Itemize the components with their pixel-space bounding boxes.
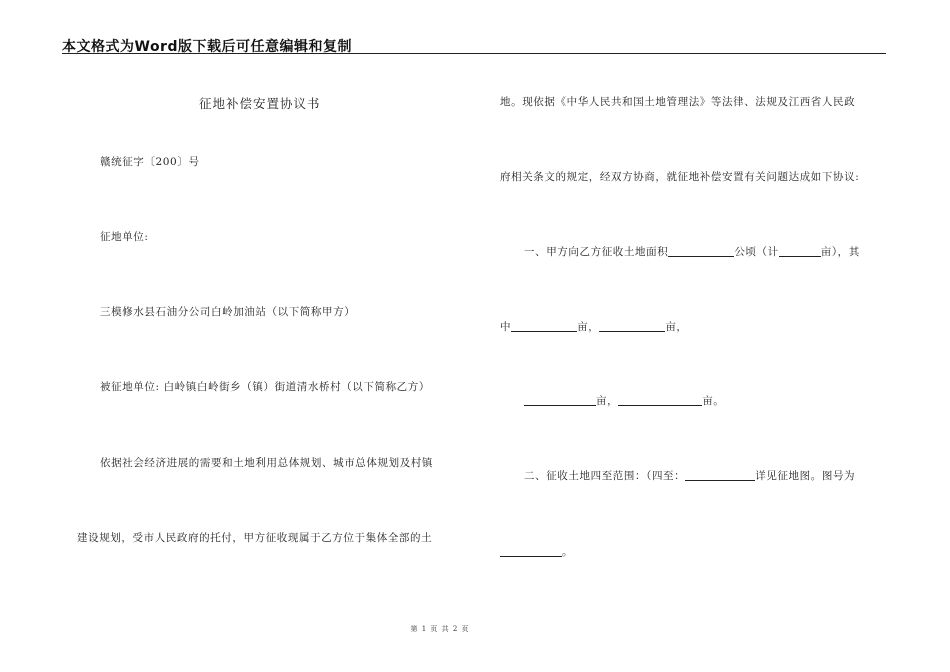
clause-text: 亩， bbox=[577, 321, 600, 333]
page-number: 第 1 页 共 2 页 bbox=[410, 625, 470, 633]
clause-text: 亩， bbox=[596, 395, 619, 407]
fill-in-blank[interactable] bbox=[685, 469, 755, 481]
clause-2-line bbox=[524, 468, 855, 483]
paragraph-line: 依据社会经济进展的需要和土地利用总体规划、城市总体规划及村镇 bbox=[100, 457, 433, 469]
fill-in-blank[interactable] bbox=[511, 320, 577, 332]
clause-1-line bbox=[524, 393, 724, 408]
clause-text: 。 bbox=[562, 546, 574, 558]
expropriating-unit-label: 征地单位: bbox=[100, 231, 149, 243]
clause-text: 亩， bbox=[665, 321, 688, 333]
clause-text: 中 bbox=[500, 321, 512, 333]
clause-2-line bbox=[500, 544, 573, 559]
fill-in-blank[interactable] bbox=[599, 320, 665, 332]
clause-text: 亩。 bbox=[702, 395, 725, 407]
party-b-text: 被征地单位: 白岭镇白岭街乡（镇）街道清水桥村（以下简称乙方） bbox=[100, 381, 430, 393]
paragraph-line: 地。现依据《中华人民共和国土地管理法》等法律、法规及江西省人民政 bbox=[500, 96, 856, 108]
page-header: 本文格式为Word版下载后可任意编辑和复制 bbox=[62, 39, 352, 55]
fill-in-blank[interactable] bbox=[668, 245, 734, 257]
fill-in-blank[interactable] bbox=[779, 245, 821, 257]
clause-1-line bbox=[500, 319, 688, 334]
fill-in-blank[interactable] bbox=[524, 394, 596, 406]
clause-text: 公顷（计 bbox=[734, 246, 779, 258]
paragraph-line: 建设规划，受市人民政府的托付，甲方征收现属于乙方位于集体全部的土 bbox=[77, 532, 433, 544]
header-divider bbox=[62, 53, 886, 54]
party-a-text: 三模修水县石油分公司白岭加油站（以下简称甲方） bbox=[100, 306, 356, 318]
clause-text: 亩），其 bbox=[820, 246, 860, 258]
clause-text: 一、甲方向乙方征收土地面积 bbox=[524, 246, 669, 258]
clause-text: 二、征收土地四至范围：（四至： bbox=[524, 470, 686, 482]
clause-1-line bbox=[524, 244, 860, 259]
document-title: 征地补偿安置协议书 bbox=[199, 96, 321, 111]
clause-text: 详见征地图。图号为 bbox=[755, 470, 856, 482]
document-number: 赣统征字〔200〕号 bbox=[100, 156, 200, 168]
paragraph-line: 府相关条文的规定，经双方协商，就征地补偿安置有关问题达成如下协议: bbox=[500, 171, 860, 183]
fill-in-blank[interactable] bbox=[618, 394, 702, 406]
fill-in-blank[interactable] bbox=[500, 545, 562, 557]
